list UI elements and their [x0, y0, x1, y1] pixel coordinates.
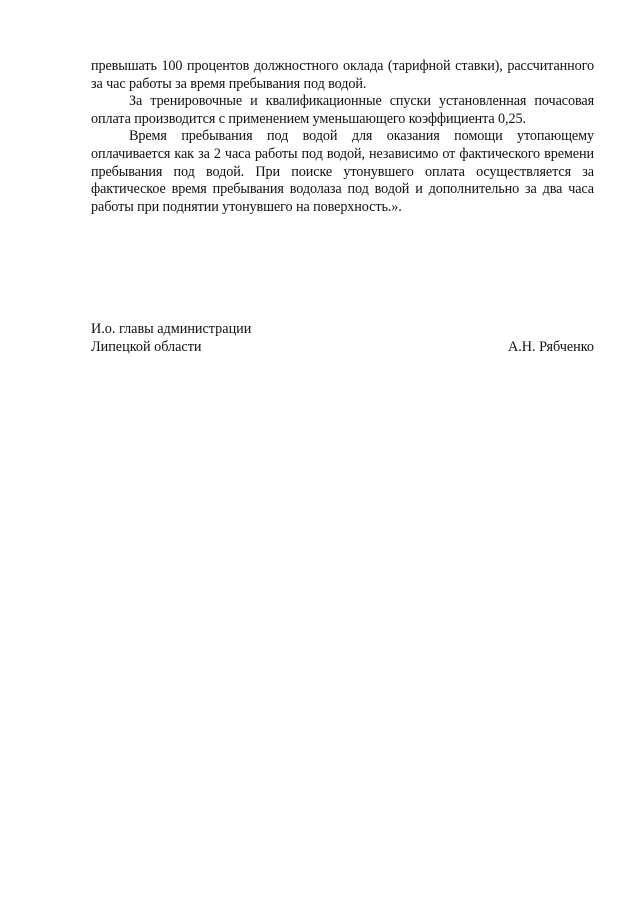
paragraph-continuation: превышать 100 процентов должностного оклада (тарифной ставки), рассчитанного за час работы за время пребывания под водой.: [91, 58, 594, 92]
paragraph-rescue-time: Время пребывания под водой для оказания помощи утопающему оплачивается как за 2 часа работы под водой, независимо от фактического времени пребывания под водой. При поиске утонувшего оплата осуществляется за фактическое время пребывания водолаза под водой и дополнительно за два часа работы при поднятии утонувшего на поверхность.».: [91, 128, 594, 215]
signature-block: [91, 320, 594, 356]
signature-line2: [91, 338, 594, 356]
paragraph-training-dives: За тренировочные и квалификационные спуски установленная почасовая оплата производится с применением уменьшающего коэффициента 0,25.: [91, 93, 594, 127]
document-body: [91, 58, 594, 216]
signature-position-line2: Липецкой области: [91, 339, 202, 355]
signatory-name: А.Н. Рябченко: [508, 339, 594, 355]
signature-position-line1: И.о. главы администрации: [91, 321, 252, 337]
